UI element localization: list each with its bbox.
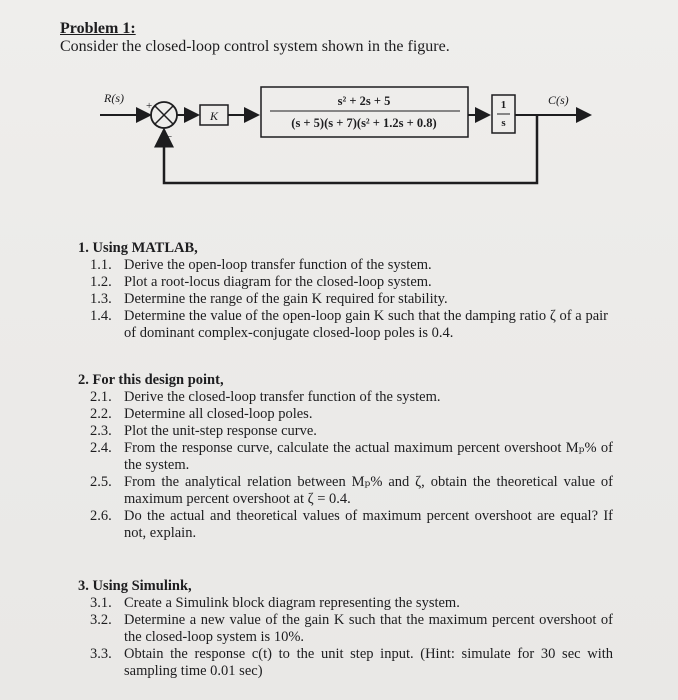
plant-denominator: (s + 5)(s + 7)(s² + 1.2s + 0.8) [291,116,437,130]
plus-sign: + [146,100,153,112]
item-text: Determine a new value of the gain K such that the maximum percent overshoot of the closed-loop system is 10%. [124,612,613,645]
item-number: 2.4. [90,440,112,456]
section-1 [78,240,608,342]
gain-label: K [209,109,219,123]
item-number: 3.2. [90,612,112,628]
item-text: Derive the closed-loop transfer function of the system. [124,389,441,405]
item-number: 3.1. [90,595,112,611]
item-number: 1.4. [90,308,112,324]
list-item [90,440,613,474]
section-3 [78,578,613,680]
item-number: 2.2. [90,406,112,422]
list-item [90,508,613,542]
list-item [90,274,608,291]
output-label: C(s) [548,93,569,107]
list-item [90,612,613,646]
list-item [90,406,613,423]
item-text: Determine the value of the open-loop gain K such that the damping ratio ζ of a pair of dominant complex-conjugate closed-loop poles is 0.4. [124,308,608,341]
item-number: 2.5. [90,474,112,490]
list-item [90,595,613,612]
item-number: 3.3. [90,646,112,662]
section-title: 1. Using MATLAB, [78,240,198,256]
item-text: Obtain the response c(t) to the unit step input. (Hint: simulate for 30 sec with sampling time 0.01 sec) [124,646,613,679]
summing-junction [151,102,177,128]
item-number: 1.1. [90,257,112,273]
item-text: Plot the unit-step response curve. [124,423,317,439]
item-number: 1.3. [90,291,112,307]
item-text: Derive the open-loop transfer function of the system. [124,257,432,273]
item-number: 2.3. [90,423,112,439]
item-text: From the response curve, calculate the actual maximum percent overshoot Mₚ% of the system. [124,440,613,473]
item-text: From the analytical relation between Mₚ% and ζ, obtain the theoretical value of maximum percent overshoot at ζ = 0.4. [124,474,613,507]
integrator-numerator: 1 [500,99,507,111]
item-text: Determine all closed-loop poles. [124,406,313,422]
list-item [90,257,608,274]
list-item [90,646,613,680]
item-text: Do the actual and theoretical values of maximum percent overshoot are equal? If not, explain. [124,508,613,541]
item-text: Create a Simulink block diagram representing the system. [124,595,460,611]
section-title: 2. For this design point, [78,372,224,388]
list-item [90,291,608,308]
item-text: Plot a root-locus diagram for the closed-loop system. [124,274,432,290]
input-label: R(s) [104,91,124,105]
list-item [90,423,613,440]
problem-intro: Consider the closed-loop control system shown in the figure. [60,38,450,55]
section-title: 3. Using Simulink, [78,578,192,594]
list-item [90,474,613,508]
list-item [90,389,613,406]
problem-title: Problem 1: [60,20,136,37]
item-number: 2.6. [90,508,112,524]
item-text: Determine the range of the gain K required for stability. [124,291,448,307]
plant-numerator: s² + 2s + 5 [337,94,391,108]
section-2 [78,372,613,542]
list-item [90,308,608,342]
integrator-denominator: s [501,117,506,129]
minus-sign: − [166,131,173,143]
item-number: 2.1. [90,389,112,405]
item-number: 1.2. [90,274,112,290]
block-diagram [100,84,600,194]
